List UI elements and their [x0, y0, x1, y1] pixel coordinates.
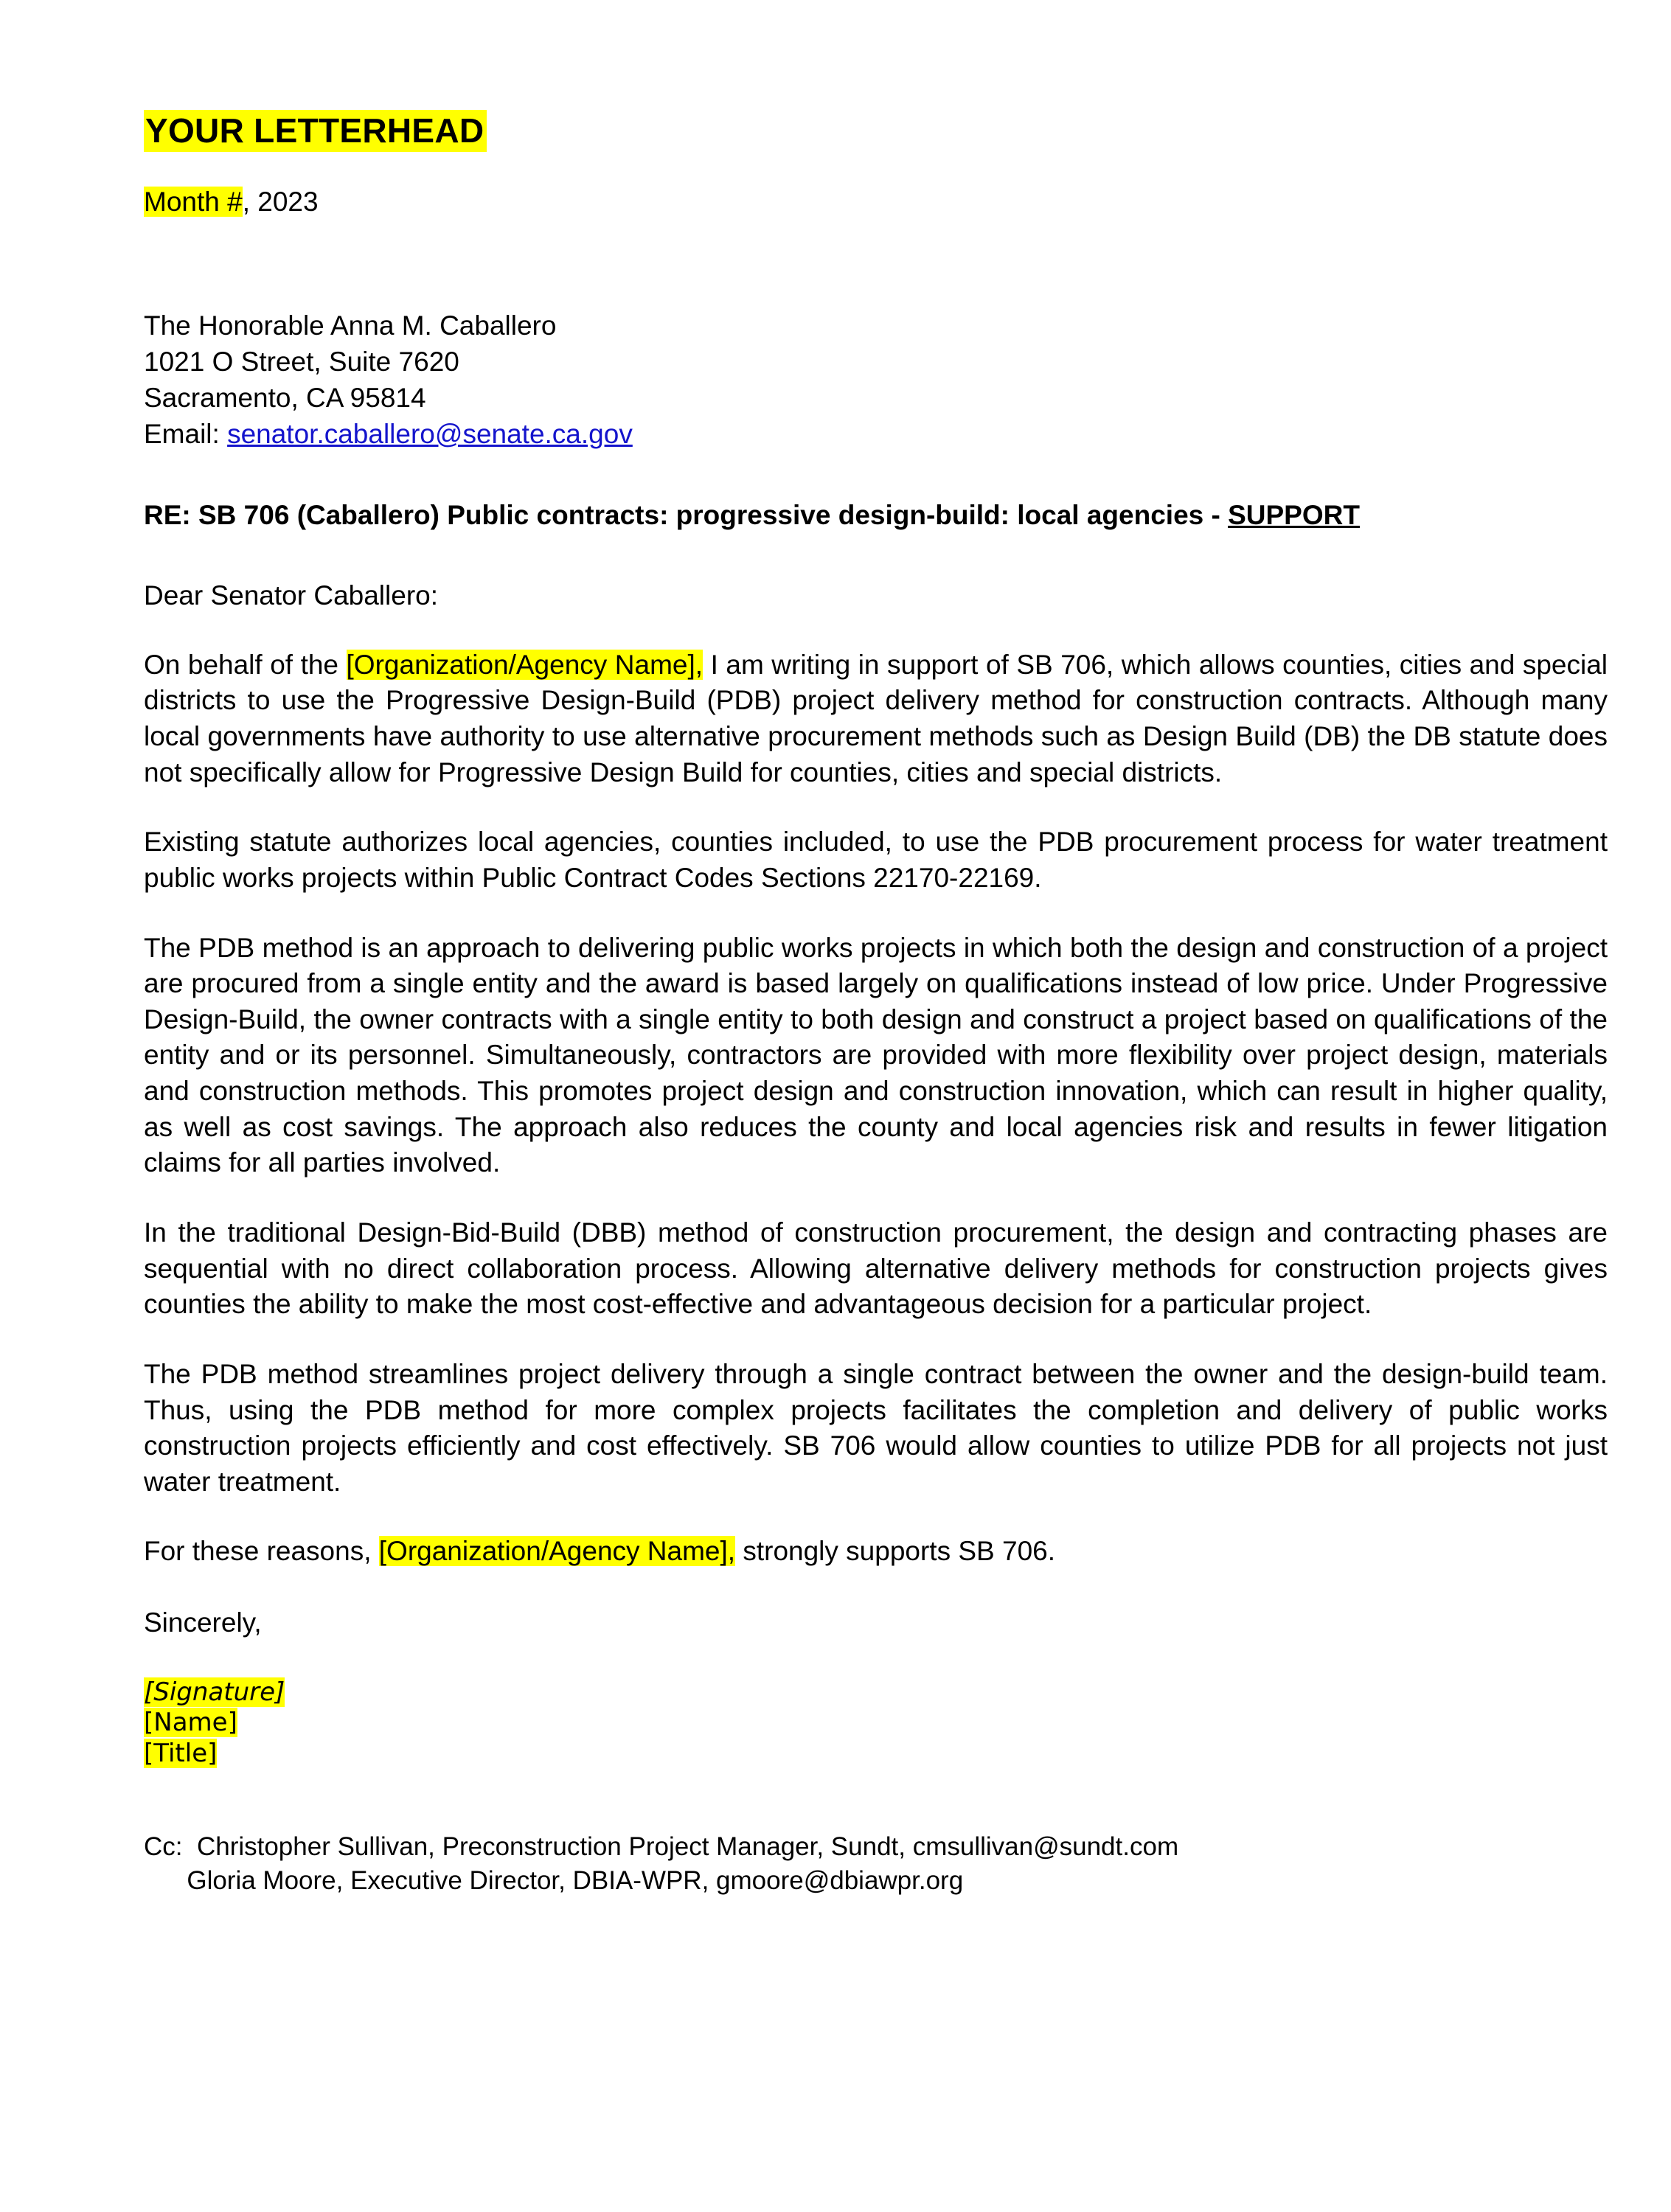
name-placeholder-line: [144, 1708, 1608, 1739]
closing-before: For these reasons,: [144, 1536, 379, 1567]
recipient-email-link[interactable]: senator.caballero@senate.ca.gov: [227, 419, 633, 450]
organization-placeholder-highlight-2: [Organization/Agency Name],: [378, 1536, 736, 1567]
date-line: [144, 186, 1608, 218]
title-placeholder-line: [144, 1739, 1608, 1770]
letterhead-highlight: YOUR LETTERHEAD: [144, 110, 487, 152]
organization-placeholder-highlight-1: [Organization/Agency Name],: [346, 649, 704, 680]
recipient-city-state-zip: Sacramento, CA 95814: [144, 383, 426, 414]
cc-recipient-2: Gloria Moore, Executive Director, DBIA-WPR, gmoore@dbiawpr.org: [144, 1866, 964, 1896]
recipient-address-block: [144, 307, 1608, 453]
cc-recipient-1: Cc: Christopher Sullivan, Preconstruction Project Manager, Sundt, cmsullivan@sundt.com: [144, 1832, 1179, 1862]
body-paragraph-1: [144, 647, 1608, 791]
recipient-name: The Honorable Anna M. Caballero: [144, 310, 557, 341]
email-label: Email:: [144, 419, 228, 450]
date-year: , 2023: [242, 187, 319, 218]
cc-block: [144, 1830, 1608, 1898]
body-paragraph-3: The PDB method is an approach to delivering public works projects in which both the design and construction of a project are procured from a single entity and the award is based largely on qualifications instead of low price. Under Progressive Design-Build, the owner contracts with a single entity to both design and construct a project based on qualifications of the entity and or its personnel. Simultaneously, contractors are provided with more flexibility over project design, materials and construction methods. This promotes project design and construction innovation, which can result in higher quality, as well as cost savings. The approach also reduces the county and local agencies risk and results in fewer litigation claims for all parties involved.: [144, 932, 1608, 1178]
sincerely-line: Sincerely,: [144, 1607, 262, 1638]
closing-paragraph: [144, 1534, 1608, 1569]
re-support-underlined: SUPPORT: [1228, 500, 1360, 531]
name-placeholder-highlight: [Name]: [144, 1708, 237, 1738]
paragraph-1-before: On behalf of the: [144, 649, 347, 680]
signature-placeholder-highlight: [Signature]: [144, 1677, 285, 1707]
recipient-email-line: [144, 416, 1608, 452]
date-placeholder-highlight: Month #: [144, 187, 243, 218]
recipient-street: 1021 O Street, Suite 7620: [144, 346, 459, 377]
title-placeholder-highlight: [Title]: [144, 1739, 218, 1769]
closing-after: strongly supports SB 706.: [735, 1536, 1056, 1567]
re-subject-text: RE: SB 706 (Caballero) Public contracts: progressive design-build: local agencies -: [144, 500, 1229, 531]
paragraph-1-after: I am writing in support of SB 706, which allows counties, cities and special districts to use the Progressive Design-Build (PDB) project delivery method for construction contracts. Although many local governments have authority to use alternative procurement methods such as Design Build (DB) the DB statute does not specifically allow for Progressive Design Build for counties, cities and special districts.: [144, 649, 1608, 787]
signature-block: [144, 1677, 1608, 1770]
re-subject-line: [144, 498, 1608, 533]
letterhead-heading: [144, 111, 1608, 150]
body-paragraph-5: The PDB method streamlines project delivery through a single contract between the owner and the design-build team. Thus, using the PDB method for more complex projects facilitates the completion and delivery of public works construction projects efficiently and cost effectively. SB 706 would allow counties to utilize PDB for all projects not just water treatment.: [144, 1358, 1608, 1497]
salutation: Dear Senator Caballero:: [144, 580, 438, 611]
signature-placeholder-line: [144, 1677, 1608, 1708]
body-paragraph-2: Existing statute authorizes local agencies, counties included, to use the PDB procurement process for water treatment public works projects within Public Contract Codes Sections 22170-22169.: [144, 827, 1608, 893]
body-paragraph-4: In the traditional Design-Bid-Build (DBB) method of construction procurement, the design and contracting phases are sequential with no direct collaboration process. Allowing alternative delivery methods for construction projects gives counties the ability to make the most cost-effective and advantageous decision for a particular project.: [144, 1217, 1608, 1320]
letter-content: [144, 111, 1608, 1898]
